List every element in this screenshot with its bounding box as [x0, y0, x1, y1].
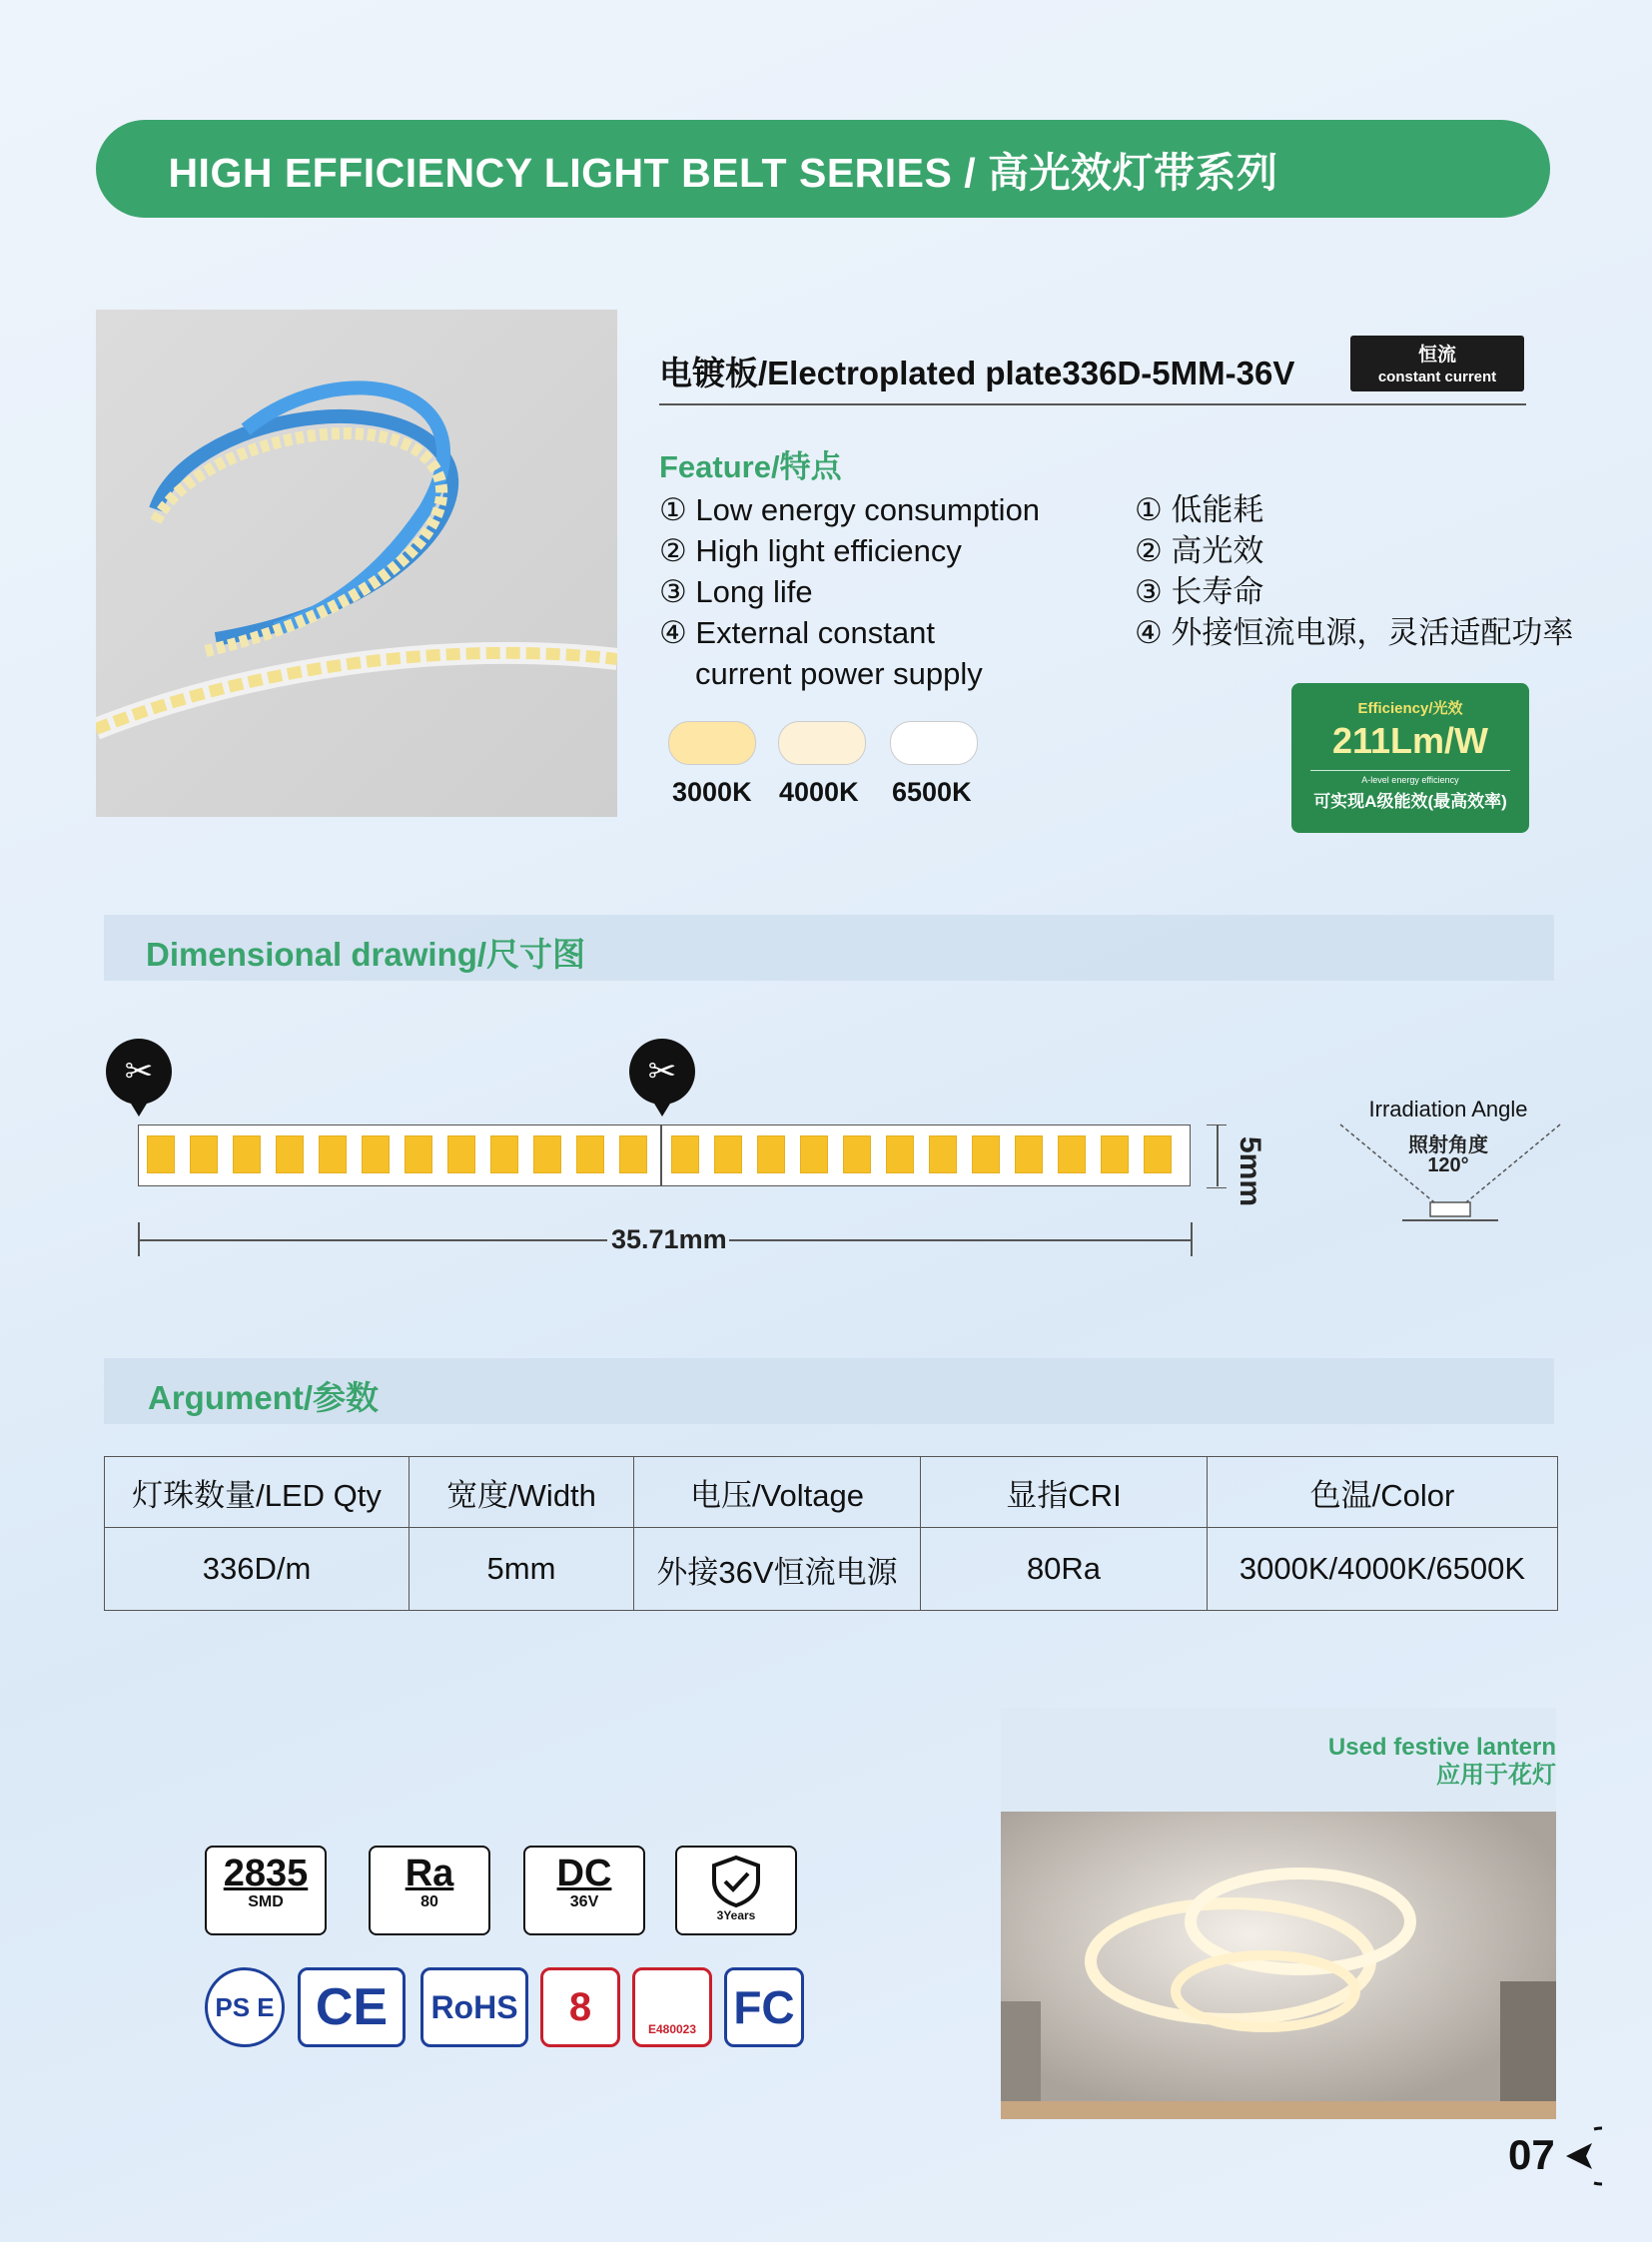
- cert-dc-big: DC: [556, 1853, 612, 1894]
- length-label: 35.71mm: [611, 1224, 727, 1254]
- length-tick-right: [1191, 1222, 1193, 1256]
- shield-check-icon: [706, 1854, 766, 1907]
- feature-cn-4: ④ 外接恒流电源，灵活适配功率: [1135, 615, 1574, 650]
- cert-ra-small: 80: [420, 1893, 438, 1910]
- led-strip-drawing: [138, 1124, 1191, 1186]
- fcc-logo: FC: [724, 1967, 804, 2047]
- led-chip: [929, 1135, 957, 1173]
- efficiency-divider: [1310, 770, 1510, 771]
- feature-en-4: ④ External constant: [659, 615, 935, 650]
- efficiency-value: 211Lm/W: [1331, 720, 1489, 761]
- length-line-left: [138, 1239, 607, 1241]
- ccc-logo: 8: [540, 1967, 620, 2047]
- ce-logo: CE: [298, 1967, 406, 2047]
- pse-logo: PS E: [205, 1967, 285, 2047]
- irradiation-title: Irradiation Angle: [1368, 1097, 1528, 1121]
- color-temp-6500k: 6500K: [892, 777, 972, 807]
- banner-title: HIGH EFFICIENCY LIGHT BELT SERIES / 高光效灯带系列: [168, 149, 1278, 196]
- cert-ra: [369, 1846, 490, 1935]
- argument-heading: Argument/参数: [148, 1379, 379, 1416]
- irradiation-angle: 120°: [1427, 1154, 1469, 1176]
- cell-cri: 80Ra: [921, 1528, 1208, 1611]
- scissors-icon: ✂: [629, 1039, 695, 1105]
- led-chip: [1058, 1135, 1086, 1173]
- led-chip: [319, 1135, 347, 1173]
- feature-en-4b: current power supply: [695, 656, 983, 691]
- col-color: 色温/Color: [1208, 1457, 1558, 1528]
- led-chip: [714, 1135, 742, 1173]
- page-arrow-icon: [1558, 2125, 1602, 2187]
- application-photo: [1001, 1812, 1556, 2119]
- feature-en-1: ① Low energy consumption: [659, 492, 1041, 527]
- led-chip: [190, 1135, 218, 1173]
- spec-table: [104, 1456, 1558, 1611]
- page-number: 07: [1508, 2131, 1555, 2178]
- led-chip: [576, 1135, 604, 1173]
- cell-led-qty: 336D/m: [105, 1528, 410, 1611]
- efficiency-sub-cn: 可实现A级能效(最高效率): [1313, 792, 1507, 811]
- color-temp-3000k: 3000K: [672, 777, 752, 807]
- efficiency-label: Efficiency/光效: [1357, 700, 1463, 717]
- led-chip: [671, 1135, 699, 1173]
- led-chip: [490, 1135, 518, 1173]
- led-chip: [276, 1135, 304, 1173]
- feature-list-cn: [1135, 489, 1573, 653]
- badge-en: constant current: [1377, 369, 1497, 385]
- product-photo: [96, 310, 617, 817]
- scissors-icon: ✂: [106, 1039, 172, 1105]
- led-chip: [147, 1135, 175, 1173]
- feature-cn-1: ① 低能耗: [1135, 492, 1264, 527]
- led-chip: [1101, 1135, 1129, 1173]
- col-width: 宽度/Width: [410, 1457, 634, 1528]
- led-chip: [405, 1135, 432, 1173]
- feature-cn-2: ② 高光效: [1135, 533, 1264, 568]
- led-chip: [1015, 1135, 1043, 1173]
- cert-smd-big: 2835: [223, 1853, 309, 1894]
- color-swatch-6500k: [890, 721, 978, 765]
- feature-en-2: ② High light efficiency: [659, 533, 962, 568]
- cut-line: [660, 1125, 662, 1185]
- led-chip: [233, 1135, 261, 1173]
- col-cri: 显指CRI: [921, 1457, 1208, 1528]
- product-title: 电镀板/Electroplated plate336D-5MM-36V: [659, 355, 1295, 391]
- width-label: 5mm: [1234, 1136, 1266, 1207]
- efficiency-sub-en: A-level energy efficiency: [1361, 775, 1459, 785]
- title-divider: [659, 403, 1526, 405]
- badge-cn: 恒流: [1417, 345, 1456, 366]
- cert-dc: [523, 1846, 645, 1935]
- led-chip: [619, 1135, 647, 1173]
- irradiation-cn: 照射角度: [1408, 1134, 1488, 1156]
- col-led-qty: 灯珠数量/LED Qty: [105, 1457, 410, 1528]
- length-line-right: [729, 1239, 1191, 1241]
- led-chip: [757, 1135, 785, 1173]
- feature-heading: Feature/特点: [659, 449, 842, 484]
- cert-smd-small: SMD: [248, 1893, 284, 1910]
- led-chip: [800, 1135, 828, 1173]
- cell-color: 3000K/4000K/6500K: [1208, 1528, 1558, 1611]
- led-chip: [447, 1135, 475, 1173]
- cut-marker-pointer: [651, 1099, 673, 1117]
- application-caption: [1328, 1734, 1556, 1790]
- ul-logo: E480023: [632, 1967, 712, 2047]
- cert-warranty: [675, 1846, 797, 1935]
- color-temp-4000k: 4000K: [779, 777, 859, 807]
- efficiency-badge: [1291, 683, 1529, 833]
- cell-width: 5mm: [410, 1528, 634, 1611]
- series-banner: [96, 120, 1550, 218]
- cert-smd: [205, 1846, 327, 1935]
- cell-voltage: 外接36V恒流电源: [634, 1528, 921, 1611]
- table-header-row: [105, 1457, 1558, 1528]
- led-chip: [972, 1135, 1000, 1173]
- irradiation-diagram: [1338, 1122, 1562, 1228]
- led-chip: [843, 1135, 871, 1173]
- feature-cn-3: ③ 长寿命: [1135, 574, 1264, 609]
- color-swatch-4000k: [778, 721, 866, 765]
- application-en: Used festive lantern: [1327, 1734, 1556, 1761]
- width-bracket-line: [1217, 1124, 1219, 1186]
- rohs-logo: RoHS: [420, 1967, 528, 2047]
- led-chip: [886, 1135, 914, 1173]
- led-chip: [1144, 1135, 1172, 1173]
- col-voltage: 电压/Voltage: [634, 1457, 921, 1528]
- feature-list-en: [659, 489, 1040, 694]
- led-chip: [362, 1135, 390, 1173]
- application-cn: 应用于花灯: [1436, 1762, 1556, 1789]
- cert-dc-small: 36V: [569, 1893, 599, 1910]
- cut-marker-pointer: [128, 1099, 150, 1117]
- cert-ra-big: Ra: [405, 1853, 454, 1894]
- feature-en-3: ③ Long life: [659, 574, 813, 609]
- dimensional-heading: Dimensional drawing/尺寸图: [146, 936, 586, 973]
- table-row: [105, 1528, 1558, 1611]
- constant-current-badge: [1350, 336, 1524, 391]
- led-chip: [533, 1135, 561, 1173]
- color-swatch-3000k: [668, 721, 756, 765]
- cert-warranty-small: 3Years: [716, 1908, 756, 1922]
